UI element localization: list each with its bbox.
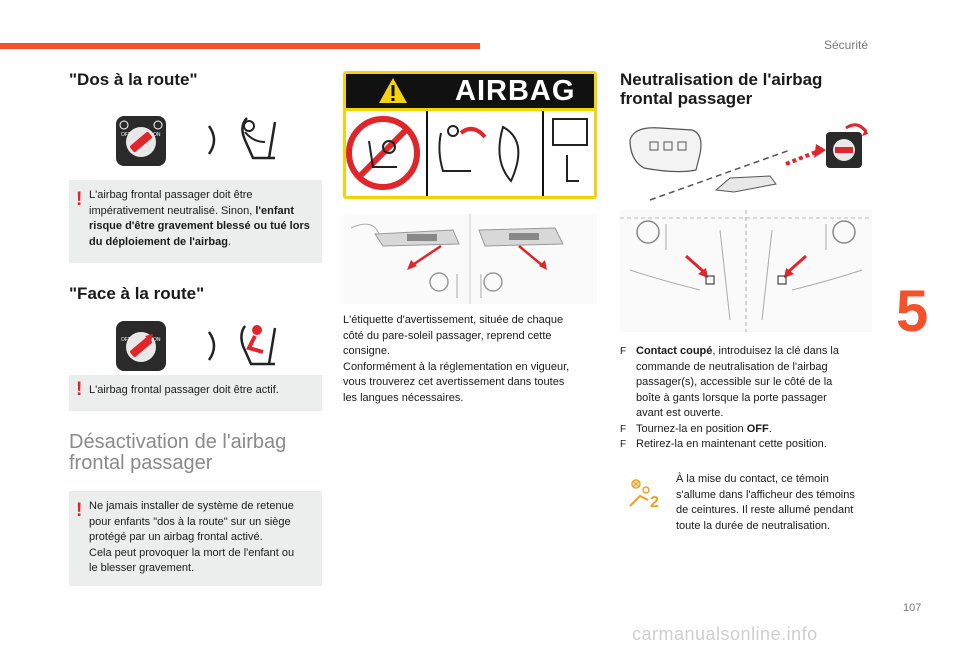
label-text-line: les langues nécessaires.: [343, 391, 464, 404]
switch-on-label: ON: [153, 132, 161, 138]
rear-facing-warning: [69, 180, 322, 263]
neutralisation-title-line2: frontal passager: [620, 89, 753, 108]
deactivation-title: [69, 432, 286, 474]
neutralisation-title-line1: Neutralisation de l'airbag: [620, 70, 823, 89]
neutralisation-title: [620, 70, 822, 108]
airbag-switch-off-icon: [115, 115, 167, 167]
label-description: [343, 313, 603, 406]
warning-icon: !: [76, 379, 83, 400]
warning-line: pour enfants "dos à la route" sur un siège: [89, 515, 291, 528]
bullet-arrow-icon: F: [620, 346, 627, 357]
deactivation-title-line1: Désactivation de l'airbag: [69, 431, 287, 453]
indicator-text-line: de ceintures. Il reste allumé pendant: [676, 504, 854, 516]
warning-line: le blesser gravement.: [89, 562, 195, 574]
sun-visor-illustration: [343, 214, 597, 304]
watermark: carmanualsonline.info: [632, 624, 818, 644]
forward-facing-title: "Face à la route": [69, 284, 205, 303]
label-text-line: vous trouverez cet avertissement dans toutes: [343, 376, 565, 388]
step-text: Retirez-la en maintenant cette position.: [636, 438, 827, 450]
airbag-switch-on-icon: [115, 320, 167, 372]
label-text-line: consigne.: [343, 345, 391, 357]
step-text: , introduisez la clé dans la: [712, 345, 839, 357]
switch-off-label: OFF: [121, 337, 131, 343]
indicator-digit: 2: [650, 494, 659, 511]
step-item: [620, 422, 880, 438]
step-item: [620, 344, 880, 422]
label-text-line: L'étiquette d'avertissement, située de chaque: [343, 314, 564, 326]
section-title: Sécurité: [824, 38, 869, 52]
step-text: boîte à gants lorsque la porte passager: [636, 391, 827, 404]
indicator-text-line: À la mise du contact, ce témoin: [676, 473, 829, 485]
step-text: commande de neutralisation de l'airbag: [636, 360, 828, 373]
indicator-text-line: toute la durée de neutralisation.: [676, 519, 831, 532]
step-text: passager(s), accessible sur le côté de la: [636, 376, 833, 388]
warning-icon: !: [76, 500, 83, 521]
indicator-description: [676, 472, 876, 534]
step-text: avant est ouverte.: [636, 407, 724, 419]
label-text-line: côté du pare-soleil passager, reprend cette: [343, 329, 552, 342]
section-color-bar: [0, 43, 480, 49]
step-text: .: [768, 422, 772, 435]
warning-icon: !: [76, 189, 83, 210]
deactivation-warning: [69, 491, 322, 586]
key-illustration: [620, 120, 870, 210]
neutralisation-steps: [620, 344, 880, 453]
step-item: [620, 437, 880, 453]
page-number: 107: [903, 602, 922, 614]
step-bold: OFF: [746, 422, 769, 435]
warning-bold-text: l'enfant risque d'être gravement blessé ou tué lors du déploiement de l'airbag: [89, 204, 310, 248]
switch-off-label: OFF: [121, 132, 131, 138]
airbag-warning-label: [343, 71, 597, 199]
bullet-arrow-icon: F: [620, 439, 627, 450]
deactivation-title-line2: frontal passager: [69, 452, 213, 474]
warning-text: L'airbag frontal passager doit être impérativement neutralisé. Sinon,: [89, 189, 256, 217]
glovebox-illustration: [620, 210, 872, 332]
airbag-off-indicator-icon: [628, 478, 662, 512]
forward-facing-warning: [69, 375, 322, 411]
warning-line: Cela peut provoquer la mort de l'enfant ou: [89, 546, 295, 559]
switch-on-label: ON: [153, 337, 161, 343]
step-bold: Contact coupé: [636, 345, 713, 357]
warning-text: L'airbag frontal passager doit être actif.: [89, 384, 279, 396]
label-text-line: Conformément à la réglementation en vigueur,: [343, 360, 570, 373]
warning-end: .: [227, 235, 231, 248]
rear-facing-seat-icon: [205, 112, 285, 170]
airbag-label-word: AIRBAG: [455, 75, 576, 107]
warning-line: Ne jamais installer de système de retenue: [89, 500, 294, 512]
step-text: Tournez-la en position: [636, 422, 747, 435]
warning-line: protégé par un airbag frontal activé.: [89, 531, 263, 543]
rear-facing-title: "Dos à la route": [69, 70, 198, 89]
indicator-text-line: s'allume dans l'afficheur des témoins: [676, 488, 855, 501]
forward-facing-seat-icon: [205, 318, 285, 376]
chapter-number: 5: [896, 279, 929, 344]
bullet-arrow-icon: F: [620, 423, 627, 435]
